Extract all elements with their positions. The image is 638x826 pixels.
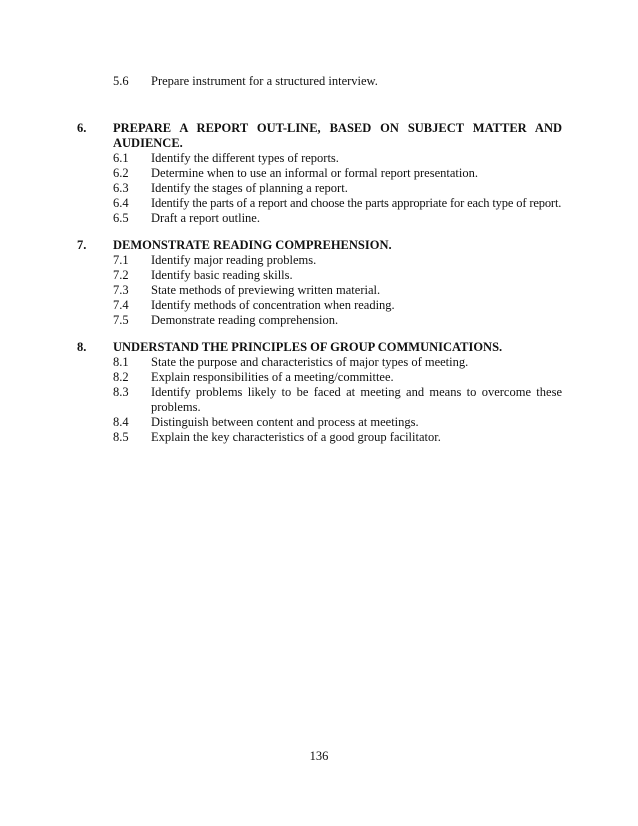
item-text: Demonstrate reading comprehension. <box>151 313 339 327</box>
item-number: 7.5 <box>113 313 129 327</box>
item-text: State the purpose and characteristics of major types of meeting. <box>151 355 469 369</box>
item-number: 6.3 <box>113 181 129 195</box>
section-number: 6. <box>77 121 87 135</box>
section-number: 7. <box>77 238 87 252</box>
item-text: Identify the different types of reports. <box>151 151 339 165</box>
section-title: PREPARE A REPORT OUT-LINE, BASED ON SUBJECT MATTER AND AUDIENCE. <box>113 121 562 150</box>
item-text: Identify the parts of a report and choose the parts appropriate for each type of report. <box>151 196 562 210</box>
item-text: Identify problems likely to be faced at meeting and means to overcome these problems. <box>151 385 562 414</box>
item-number: 5.6 <box>113 74 129 88</box>
section-title: UNDERSTAND THE PRINCIPLES OF GROUP COMMUNICATIONS. <box>113 340 503 354</box>
item-number: 7.3 <box>113 283 129 297</box>
item-text: Distinguish between content and process at meetings. <box>151 415 419 429</box>
item-text: Identify the stages of planning a report. <box>151 181 348 195</box>
item-number: 8.5 <box>113 430 129 444</box>
item-text: Identify basic reading skills. <box>151 268 293 282</box>
item-number: 6.2 <box>113 166 129 180</box>
item-number: 6.4 <box>113 196 129 210</box>
item-number: 8.1 <box>113 355 129 369</box>
item-text: Explain responsibilities of a meeting/committee. <box>151 370 394 384</box>
item-number: 6.1 <box>113 151 129 165</box>
item-number: 7.1 <box>113 253 129 267</box>
item-number: 7.4 <box>113 298 129 312</box>
item-number: 7.2 <box>113 268 129 282</box>
section-number: 8. <box>77 340 87 354</box>
item-text: Determine when to use an informal or formal report presentation. <box>151 166 478 180</box>
item-text: Draft a report outline. <box>151 211 260 225</box>
item-text: Identify major reading problems. <box>151 253 317 267</box>
section-title: DEMONSTRATE READING COMPREHENSION. <box>113 238 392 252</box>
item-text: Explain the key characteristics of a good group facilitator. <box>151 430 441 444</box>
item-text: Prepare instrument for a structured interview. <box>151 74 378 88</box>
page-number: 136 <box>309 749 329 763</box>
item-number: 8.4 <box>113 415 129 429</box>
item-number: 8.2 <box>113 370 129 384</box>
item-text: Identify methods of concentration when reading. <box>151 298 395 312</box>
item-number: 6.5 <box>113 211 129 225</box>
item-text: State methods of previewing written material. <box>151 283 381 297</box>
item-number: 8.3 <box>113 385 129 399</box>
